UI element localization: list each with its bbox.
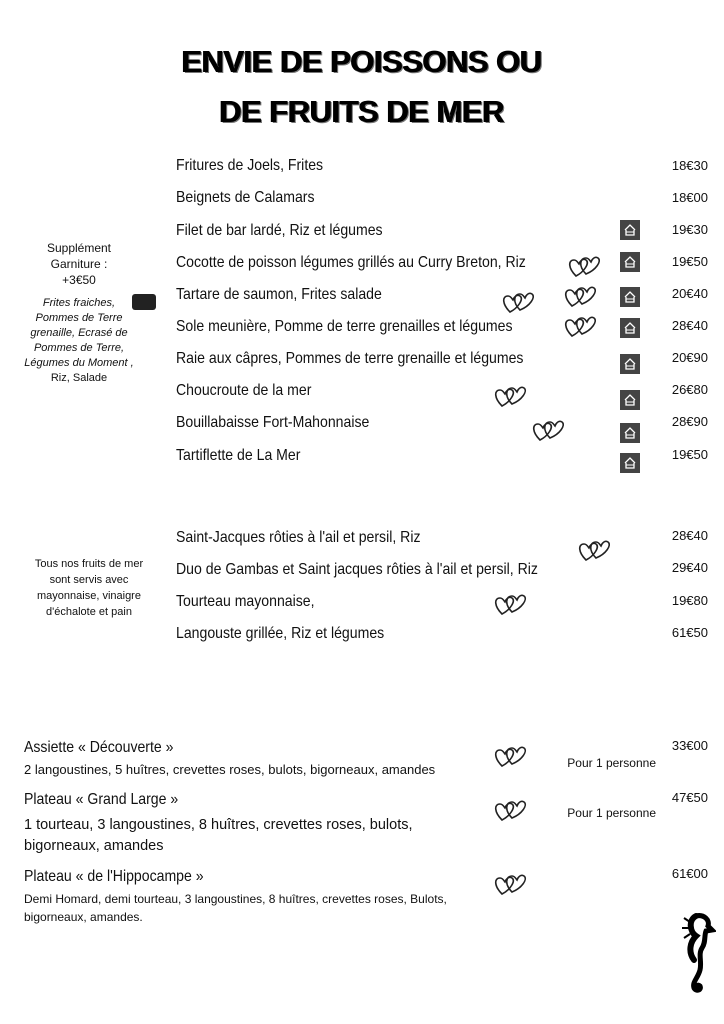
supplement-detail-line: Pommes de Terre — [35, 312, 123, 324]
supplement-detail-line: Riz, Salade — [50, 372, 108, 384]
double-heart-icon — [492, 796, 528, 826]
page-title-line2: DE FRUITS DE MER — [219, 94, 505, 129]
homemade-icon — [620, 354, 640, 374]
supplement-detail-line: Légumes du Moment , — [24, 357, 134, 369]
double-heart-icon — [566, 252, 602, 282]
double-heart-icon — [492, 382, 528, 412]
menu-item-name: Tourteau mayonnaise, — [176, 593, 315, 610]
menu-item-name: Tartiflette de La Mer — [176, 447, 301, 464]
homemade-icon — [620, 318, 640, 338]
homemade-icon — [620, 423, 640, 443]
page-title-line1: ENVIE DE POISSONS OU — [181, 44, 543, 79]
double-heart-icon — [500, 288, 536, 318]
menu-item-name: Beignets de Calamars — [176, 189, 315, 206]
menu-item-name: Fritures de Joels, Frites — [176, 157, 324, 174]
platter-price: 47€50 — [671, 790, 708, 805]
menu-item-name: Tartare de saumon, Frites salade — [176, 286, 382, 303]
seafood-note-line: sont servis avec — [49, 574, 129, 586]
double-heart-icon — [576, 536, 612, 566]
menu-item-price: 19€30 — [671, 222, 708, 237]
double-heart-icon — [562, 282, 598, 312]
supplement-subtitle: Garniture : — [50, 257, 108, 271]
menu-item-price: 20€90 — [671, 350, 708, 365]
supplement-title: Supplément — [46, 241, 112, 255]
menu-item-name: Raie aux câpres, Pommes de terre grenaille et légumes — [176, 350, 524, 367]
menu-item-price: 19€50 — [671, 447, 708, 462]
menu-item-name: Langouste grillée, Riz et légumes — [176, 625, 385, 642]
platter-note: Pour 1 personne — [567, 806, 656, 820]
menu-item-price: 28€40 — [671, 528, 708, 543]
double-heart-icon — [530, 416, 566, 446]
supplement-price: +3€50 — [62, 273, 96, 287]
seahorse-logo-icon — [676, 912, 716, 998]
homemade-icon — [620, 390, 640, 410]
platter-price: 61€00 — [671, 866, 708, 881]
menu-item-price: 18€30 — [671, 158, 708, 173]
menu-item-name: Bouillabaisse Fort-Mahonnaise — [176, 414, 370, 431]
homemade-icon — [620, 220, 640, 240]
homemade-badge-icon — [132, 294, 156, 310]
platter-note: Pour 1 personne — [567, 756, 656, 770]
platter-description: 2 langoustines, 5 huîtres, crevettes roses, bulots, bigorneaux, amandes — [24, 762, 436, 777]
double-heart-icon — [492, 590, 528, 620]
menu-item-price: 18€00 — [671, 190, 708, 205]
seafood-note-line: Tous nos fruits de mer — [34, 558, 144, 570]
platter-title: Plateau « Grand Large » — [24, 791, 179, 808]
double-heart-icon — [562, 312, 598, 342]
supplement-box — [20, 240, 138, 288]
menu-item-price: 28€40 — [671, 318, 708, 333]
seafood-note-line: mayonnaise, vinaigre — [37, 590, 141, 602]
menu-item-name: Duo de Gambas et Saint jacques rôties à l'ail et persil, Riz — [176, 561, 538, 578]
supplement-details — [18, 296, 140, 386]
seafood-note-line: d'échalote et pain — [46, 606, 132, 618]
platter-title: Assiette « Découverte » — [24, 739, 174, 756]
supplement-detail-line: grenaille, Ecrasé de — [30, 327, 128, 339]
menu-item-name: Choucroute de la mer — [176, 382, 312, 399]
platter-description: 1 tourteau, 3 langoustines, 8 huîtres, crevettes roses, bulots, bigorneaux, amandes — [24, 817, 413, 854]
supplement-detail-line: Frites fraiches, — [42, 297, 116, 309]
platter-description: Demi Homard, demi tourteau, 3 langoustines, 8 huîtres, crevettes roses, Bulots, bigorneaux, amandes. — [24, 892, 447, 924]
double-heart-icon — [492, 870, 528, 900]
menu-item-price: 26€80 — [671, 382, 708, 397]
menu-item-price: 20€40 — [671, 286, 708, 301]
homemade-icon — [620, 453, 640, 473]
homemade-icon — [620, 252, 640, 272]
menu-item-name: Sole meunière, Pomme de terre grenailles et légumes — [176, 318, 513, 335]
menu-item-name: Filet de bar lardé, Riz et légumes — [176, 222, 383, 239]
homemade-icon — [620, 287, 640, 307]
menu-item-price: 29€40 — [671, 560, 708, 575]
double-heart-icon — [492, 742, 528, 772]
menu-item-price: 28€90 — [671, 414, 708, 429]
menu-item-name: Saint-Jacques rôties à l'ail et persil, Riz — [176, 529, 421, 546]
supplement-detail-line: Pommes de Terre, — [33, 342, 125, 354]
seafood-note — [24, 556, 154, 620]
menu-item-price: 19€80 — [671, 593, 708, 608]
menu-item-price: 19€50 — [671, 254, 708, 269]
menu-item-name: Cocotte de poisson légumes grillés au Curry Breton, Riz — [176, 254, 526, 271]
platter-price: 33€00 — [671, 738, 708, 753]
menu-item-price: 61€50 — [671, 625, 708, 640]
platter-title: Plateau « de l'Hippocampe » — [24, 868, 204, 885]
